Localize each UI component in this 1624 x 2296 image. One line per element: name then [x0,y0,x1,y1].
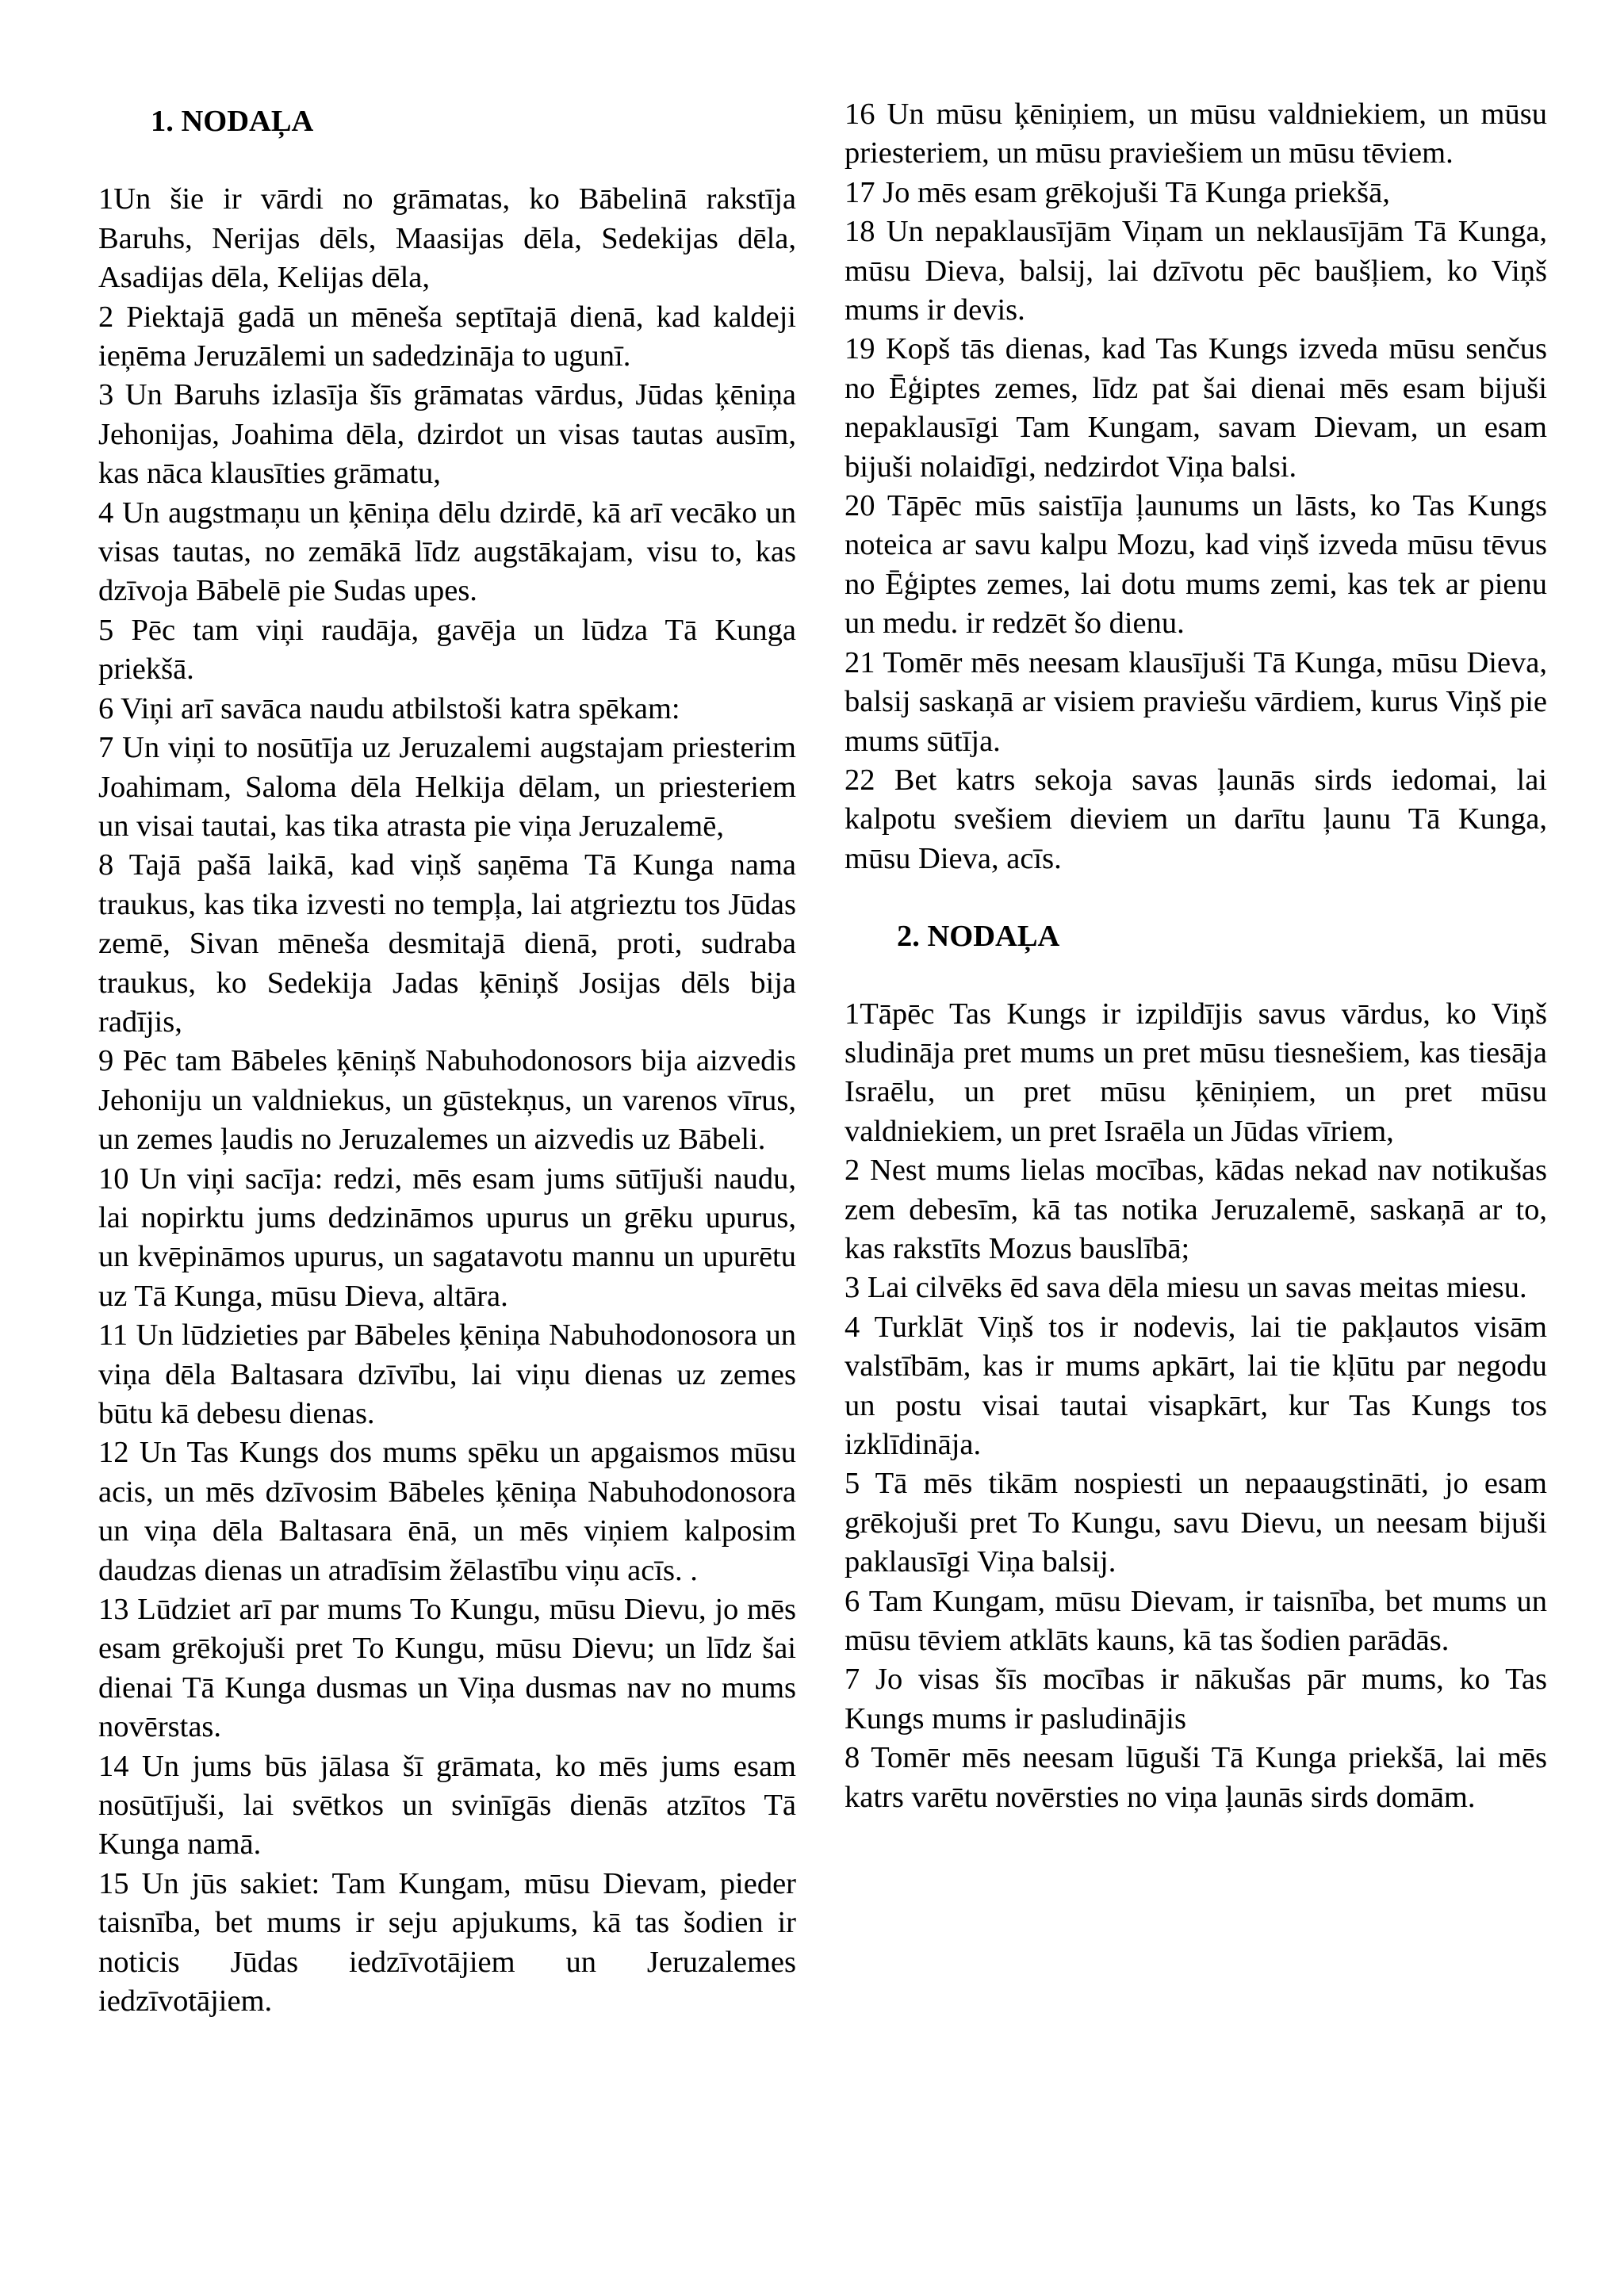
verse-1-22: 22 Bet katrs sekoja savas ļaunās sirds iedomai, lai kalpotu svešiem dieviem un darītu ļaunu Tā Kunga, mūsu Dieva, acīs. [845,763,1547,875]
verse-2-7: 7 Jo visas šīs mocības ir nākušas pār mums, ko Tas Kungs mums ir pasludinājis [845,1663,1547,1735]
verse-1-15: 15 Un jūs sakiet: Tam Kungam, mūsu Dievam, pieder taisnība, bet mums ir seju apjukums, kā tas šodien ir noticis Jūdas iedzīvotājiem un Jeruzalemes iedzīvotājiem. [98,1866,796,2019]
verse-1-13: 13 Lūdziet arī par mums To Kungu, mūsu Dievu, jo mēs esam grēkojuši pret To Kungu, mūsu Dievu; un līdz šai dienai Tā Kunga dusmas un Viņa dusmas nav no mums novērstas. [98,1593,796,1744]
verse-1-7: 7 Un viņi to nosūtīja uz Jeruzalemi augstajam priesterim Joahimam, Saloma dēla Helkija dēlam, un priesteriem un visai tautai, kas tika atrasta pie viņa Jeruzalemē, [98,731,796,843]
verse-1-11: 11 Un lūdzieties par Bābeles ķēniņa Nabuhodonosora un viņa dēla Baltasara dzīvību, lai viņu dienas uz zemes būtu kā debesu dienas. [98,1318,796,1430]
verse-1-3: 3 Un Baruhs izlasīja šīs grāmatas vārdus, Jūdas ķēniņa Jehonijas, Joahima dēla, dzirdot un visas tautas ausīm, kas nāca klausīties grāmatu, [98,378,796,491]
verse-1-8: 8 Tajā pašā laikā, kad viņš saņēma Tā Kunga nama traukus, kas tika izvesti no tempļa, lai atgrieztu tos Jūdas zemē, Sivan mēneša desmitajā dienā, proti, sudraba traukus, ko Sedekija Jadas ķēniņš Josijas dēls bija radījis, [98,848,796,1039]
verse-2-6: 6 Tam Kungam, mūsu Dievam, ir taisnība, bet mums un mūsu tēviem atklāts kauns, kā tas šodien parādās. [845,1584,1547,1658]
verse-1-16: 16 Un mūsu ķēniņiem, un mūsu valdniekiem, un mūsu priesteriem, un mūsu praviešiem un mūsu tēviem. [845,98,1547,170]
verse-1-9: 9 Pēc tam Bābeles ķēniņš Nabuhodonosors bija aizvedis Jehoniju un valdniekus, un gūstekņus, un varenos vīrus, un zemes ļaudis no Jeruzalemes un aizvedis uz Bābeli. [98,1044,796,1157]
verse-2-3: 3 Lai cilvēks ēd sava dēla miesu un savas meitas miesu. [845,1271,1527,1305]
verse-1-21: 21 Tomēr mēs neesam klausījuši Tā Kunga, mūsu Dieva, balsij saskaņā ar visiem praviešu vārdiem, kurus Viņš pie mums sūtīja. [845,645,1547,758]
verse-2-5: 5 Tā mēs tikām nospiesti un nepaaugstināti, jo esam grēkojuši pret To Kungu, savu Dievu, un neesam bijuši paklausīgi Viņa balsij. [845,1467,1547,1579]
right-column [845,95,1547,1817]
verse-1-10: 10 Un viņi sacīja: redzi, mēs esam jums sūtījuši naudu, lai nopirktu jums dedzināmos upurus un grēku upurus, un kvēpināmos upurus, un sagatavotu mannu un upurētu uz Tā Kunga, mūsu Dieva, altāra. [98,1161,796,1313]
verse-1-5: 5 Pēc tam viņi raudāja, gavēja un lūdza Tā Kunga priekšā. [98,613,796,687]
verse-1-18: 18 Un nepaklausījām Viņam un neklausījām Tā Kunga, mūsu Dieva, balsij, lai dzīvotu pēc baušļiem, ko Viņš mums ir devis. [845,215,1547,327]
verse-2-8: 8 Tomēr mēs neesam lūguši Tā Kunga priekšā, lai mēs katrs varētu novērsties no viņa ļaunās sirds domām. [845,1741,1547,1814]
chapter-2-heading: 2. NODAĻA [897,920,1060,954]
verse-1-2: 2 Piektajā gadā un mēneša septītajā dienā, kad kaldeji ieņēma Jeruzālemi un sadedzināja to ugunī. [98,300,796,373]
verse-1-20: 20 Tāpēc mūs saistīja ļaunums un lāsts, ko Tas Kungs noteica ar savu kalpu Mozu, kad viņš izveda mūsu tēvus no Ēģiptes zemes, lai dotu mums zemi, kas tek ar pienu un medu. ir redzēt šo dienu. [845,489,1547,641]
verse-1-6: 6 Viņi arī savāca naudu atbilstoši katra spēkam: [98,691,680,725]
verse-1-4: 4 Un augstmaņu un ķēniņa dēlu dzirdē, kā arī vecāko un visas tautas, no zemākā līdz augstākajam, visu to, kas dzīvoja Bābelē pie Sudas upes. [98,496,796,608]
left-column [98,95,796,2022]
verse-2-1: 1Tāpēc Tas Kungs ir izpildījis savus vārdus, ko Viņš sludināja pret mums un pret mūsu tiesnešiem, kas tiesāja Israēlu, un pret mūsu ķēniņiem, un pret mūsu valdniekiem, un pret Israēla un Jūdas vīriem, [845,997,1547,1148]
chapter-1-heading: 1. NODAĻA [151,105,314,138]
verse-1-1: 1Un šie ir vārdi no grāmatas, ko Bābelinā rakstīja Baruhs, Nerijas dēls, Maasijas dēla, Sedekijas dēla, Asadijas dēla, Kelijas dēla, [98,182,796,295]
verse-1-14: 14 Un jums būs jālasa šī grāmata, ko mēs jums esam nosūtījuši, lai svētkos un svinīgās dienās atzītos Tā Kunga namā. [98,1749,796,1862]
verse-1-19: 19 Kopš tās dienas, kad Tas Kungs izveda mūsu senčus no Ēģiptes zemes, līdz pat šai dienai mēs esam bijuši nepaklausīgi Tam Kungam, savam Dievam, un esam bijuši nolaidīgi, nedzirdot Viņa balsi. [845,332,1547,484]
verse-1-17: 17 Jo mēs esam grēkojuši Tā Kunga priekšā, [845,175,1390,209]
verse-2-4: 4 Turklāt Viņš tos ir nodevis, lai tie pakļautos visām valstībām, kas ir mums apkārt, lai tie kļūtu par negodu un postu visai tautai visapkārt, kur Tas Kungs tos izklīdināja. [845,1310,1547,1461]
verse-1-12: 12 Un Tas Kungs dos mums spēku un apgaismos mūsu acis, un mēs dzīvosim Bābeles ķēniņa Nabuhodonosora un viņa dēla Baltasara ēnā, un mēs viņiem kalposim daudzas dienas un atradīsim žēlastību viņu acīs. . [98,1436,796,1587]
verse-2-2: 2 Nest mums lielas mocības, kādas nekad nav notikušas zem debesīm, kā tas notika Jeruzalemē, saskaņā ar to, kas rakstīts Mozus bauslībā; [845,1154,1547,1265]
